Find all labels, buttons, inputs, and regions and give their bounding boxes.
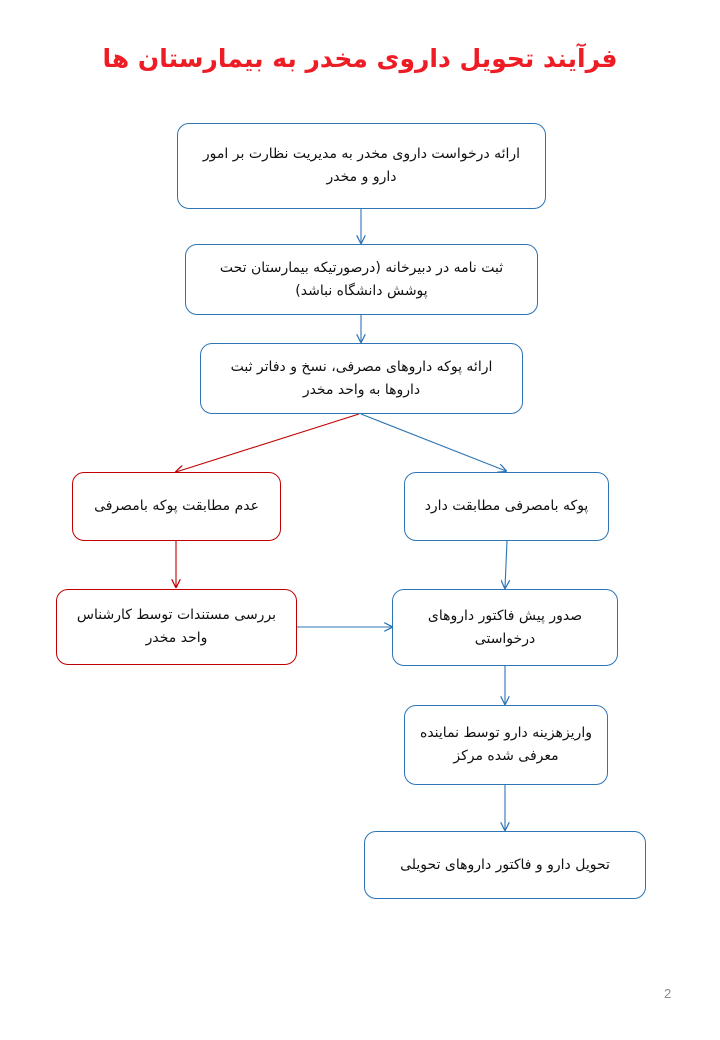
step-payment-box <box>404 705 608 785</box>
step-review-box <box>56 589 297 665</box>
step-register-text: ثبت نامه در دبیرخانه (درصورتیکه بیمارستان تحت پوشش دانشگاه نباشد) <box>219 259 504 299</box>
step-delivery-box <box>364 831 646 899</box>
step-request-box <box>177 123 546 209</box>
step-review-text: بررسی مستندات توسط کارشناس واحد مخدر <box>76 607 277 646</box>
step-proforma-text: صدور پیش فاکتور داروهای درخواستی <box>427 607 583 647</box>
arrow-submit-to-match <box>361 414 506 471</box>
step-request-text: ارائه درخواست داروی مخدر به مدیریت نظارت بر امور دارو و مخدر <box>202 146 521 185</box>
step-payment-text: واریزهزینه دارو توسط نماینده معرفی شده مرکز <box>420 725 592 764</box>
page-number: 2 <box>664 986 672 1001</box>
step-delivery-text: تحویل دارو و فاکتور داروهای تحویلی <box>400 856 610 873</box>
step-submit-docs-text: ارائه پوکه داروهای مصرفی، نسخ و دفاتر ثبت داروها به واحد مخدر <box>230 358 493 398</box>
arrow-match-to-proforma <box>505 541 507 588</box>
step-no-match-text: عدم مطابقت پوکه بامصرفی <box>94 498 259 514</box>
step-no-match-box <box>72 472 281 541</box>
step-register-box <box>185 244 538 315</box>
arrow-submit-to-no-match <box>176 414 359 472</box>
step-match-text: پوکه بامصرفی مطابقت دارد <box>424 498 589 514</box>
step-match-box <box>404 472 609 541</box>
step-submit-docs-box <box>200 343 523 414</box>
page-title: فرآیند تحویل داروی مخدر به بیمارستان ها <box>102 44 618 73</box>
step-proforma-box <box>392 589 618 666</box>
